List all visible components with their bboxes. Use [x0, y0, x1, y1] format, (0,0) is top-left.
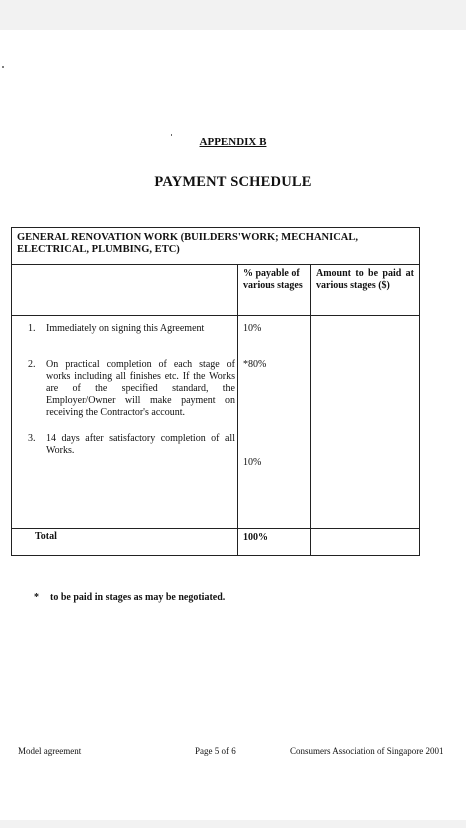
amount-column-header — [311, 265, 420, 316]
column-header-row — [12, 265, 420, 316]
total-amount-cell — [311, 529, 420, 556]
page-title: PAYMENT SCHEDULE — [154, 174, 312, 190]
stage-percent: 10% — [243, 457, 262, 468]
stage-description: On practical completion of each stage of works including all finishes etc. If the Works are of the specified standard, the Employer/Owner will make payment on receiving the Contractor's account. — [46, 359, 235, 418]
list-item — [12, 433, 237, 457]
amount-header-label: Amount to be paid at various stages ($) — [316, 268, 414, 291]
percent-header-label: % payable of various stages — [243, 268, 303, 291]
stage-percent: 10% — [243, 323, 262, 334]
stage-number: 1. — [28, 323, 36, 334]
appendix-title: APPENDIX B — [199, 136, 267, 148]
stage-amount-cell — [311, 316, 420, 529]
footer-right-text: Consumers Association of Singapore 2001 — [290, 746, 444, 756]
stage-number: 2. — [28, 359, 36, 370]
stage-description-cell — [12, 316, 238, 529]
total-percent: 100% — [238, 529, 311, 556]
stage-number: 3. — [28, 433, 36, 444]
stage-description: Immediately on signing this Agreement — [46, 323, 205, 334]
percent-column-header — [238, 265, 311, 316]
total-row — [12, 529, 420, 556]
footnote-marker: * — [34, 592, 39, 603]
stage-description: 14 days after satisfactory completion of all Works. — [46, 433, 235, 456]
total-label: Total — [12, 529, 238, 556]
description-column-header — [12, 265, 238, 316]
list-item — [12, 359, 237, 419]
stage-percent-cell — [238, 316, 311, 529]
table-row — [12, 316, 420, 529]
scan-speck — [171, 134, 172, 136]
footnote-text: to be paid in stages as may be negotiated. — [50, 592, 226, 603]
document-page — [0, 30, 466, 820]
stage-list — [12, 323, 237, 457]
scan-speck — [2, 66, 4, 68]
section-title: GENERAL RENOVATION WORK (BUILDERS'WORK; MECHANICAL, ELECTRICAL, PLUMBING, ETC) — [12, 228, 420, 265]
footer-left-text: Model agreement — [18, 746, 82, 756]
section-title-row — [12, 228, 420, 265]
footnote — [34, 592, 225, 603]
payment-schedule-table — [11, 227, 420, 556]
stage-percent: *80% — [243, 359, 267, 370]
page-number: Page 5 of 6 — [195, 746, 236, 756]
list-item — [12, 323, 237, 335]
